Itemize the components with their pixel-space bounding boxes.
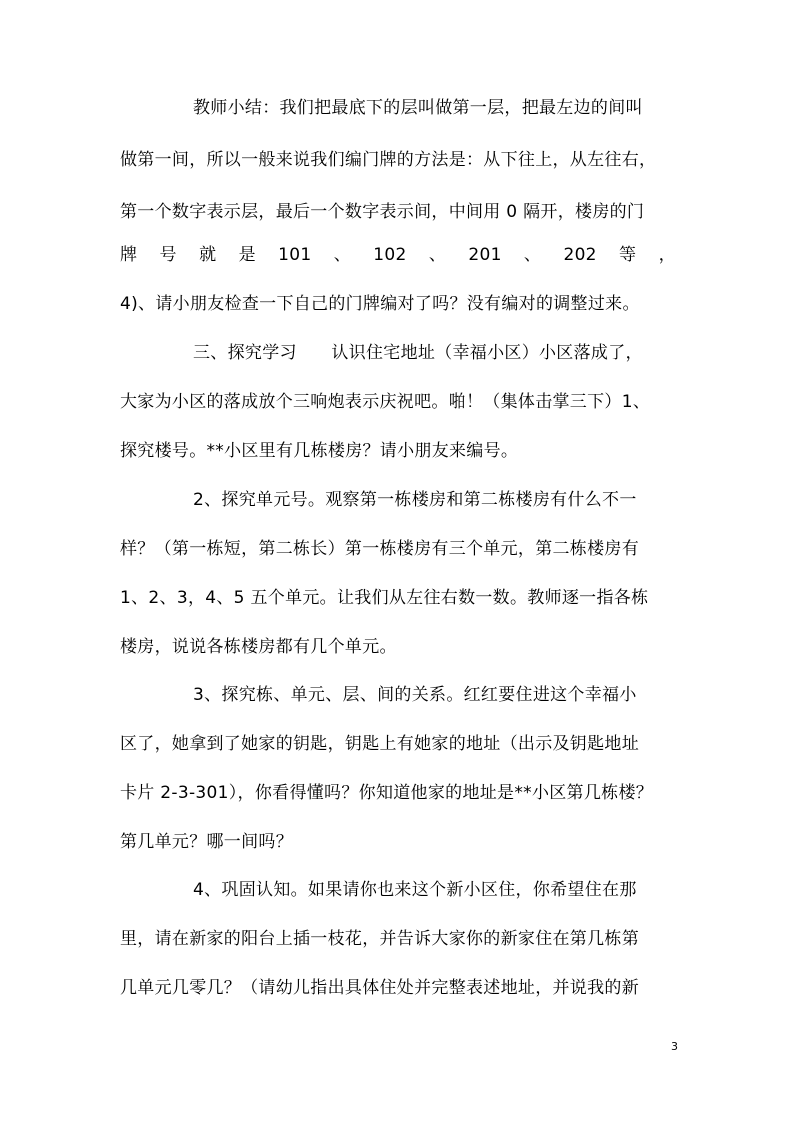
justified-token: 、 [523,245,542,265]
justified-token: 、 [428,245,447,265]
paragraph-4-start: 4、巩固认知。如果请你也来这个新小区住，你希望住在那 [193,880,637,900]
justified-token: 就 [199,245,217,265]
page-number: 3 [671,1040,678,1053]
text-line-3: 第一个数字表示层，最后一个数字表示间，中间用 0 隔开，楼房的门 [120,202,645,222]
text-line-2: 做第一间，所以一般来说我们编门牌的方法是：从下往上，从左往右， [120,150,657,170]
text-line-18: 里，请在新家的阳台上插一枝花，并告诉大家你的新家住在第几栋第 [120,929,639,949]
text-line-1: 教师小结：我们把最底下的层叫做第一层，把最左边的间叫 [193,98,643,118]
text-line-8: 探究楼号。**小区里有几栋楼房？请小朋友来编号。 [120,441,519,461]
text-line-16: 第几单元？哪一间吗？ [120,832,293,852]
justified-token: 202 [563,245,597,265]
text-line-14: 区了，她拿到了她家的钥匙，钥匙上有她家的地址（出示及钥匙地址 [120,734,639,754]
text-line-10: 样？（第一栋短，第二栋长）第一栋楼房有三个单元，第二栋楼房有 [120,539,639,559]
justified-token: 等 [619,245,637,265]
text-line-15: 卡片 2-3-301），你看得懂吗？你知道他家的地址是**小区第几栋楼？ [120,783,654,803]
text-line-11: 1、2、3，4、5 五个单元。让我们从左往右数一数。教师逐一指各栋 [120,588,649,608]
justified-token: 101 [278,245,312,265]
text-line-19: 几单元几零几？（请幼儿指出具体住处并完整表述地址，并说我的新 [120,978,639,998]
justified-token: 号 [159,245,177,265]
justified-token: 牌 [120,245,138,265]
text-line-4-justified [120,243,676,267]
justified-token: 是 [238,245,256,265]
paragraph-2-start: 2、探究单元号。观察第一栋楼房和第二栋楼房有什么不一 [193,490,637,510]
paragraph-3-start: 3、探究栋、单元、层、间的关系。红红要住进这个幸福小 [193,685,637,705]
text-line-12: 楼房，说说各栋楼房都有几个单元。 [120,637,397,657]
text-line-5: 4)、请小朋友检查一下自己的门牌编对了吗？没有编对的调整过来。 [120,294,640,314]
section-three-heading: 三、探究学习 认识住宅地址（幸福小区）小区落成了， [193,343,643,363]
justified-token: 102 [373,245,407,265]
justified-token: 、 [333,245,352,265]
justified-token: 201 [468,245,502,265]
justified-token: ， [658,245,676,265]
text-line-7: 大家为小区的落成放个三响炮表示庆祝吧。啪！（集体击掌三下）1、 [120,392,651,412]
